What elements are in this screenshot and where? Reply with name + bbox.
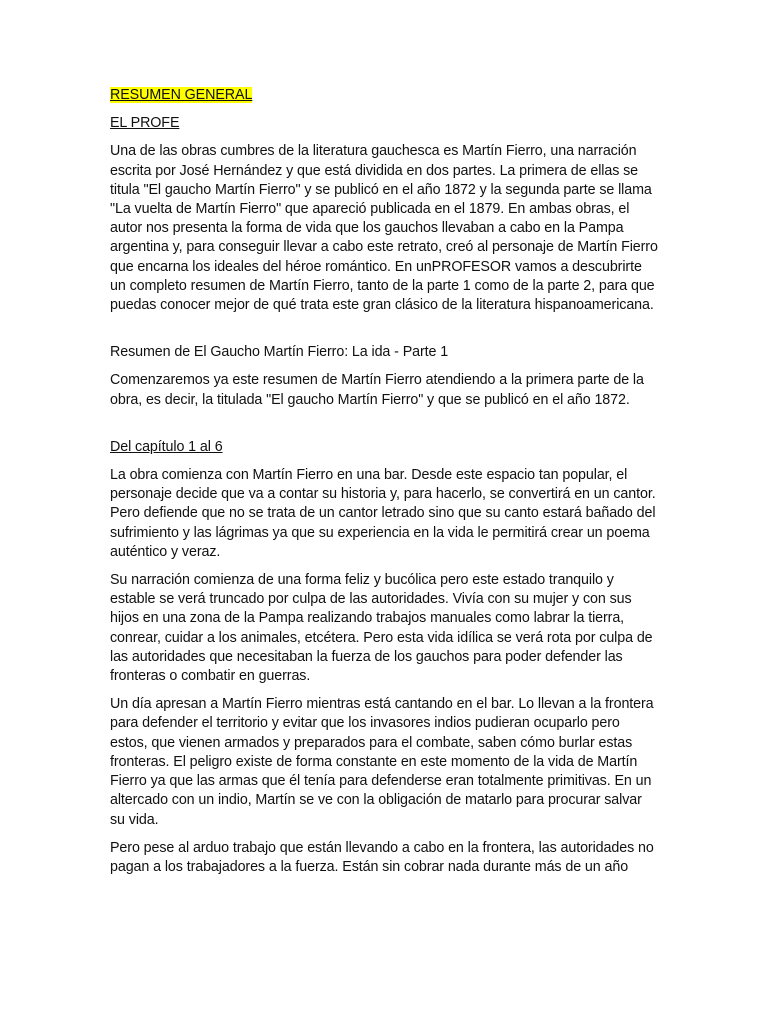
author-heading: EL PROFE	[110, 115, 180, 132]
section1-paragraph: Comenzaremos ya este resumen de Martín Fierro atendiendo a la primera parte de la obra, es decir, la titulada "El gaucho Martín Fierro" y que se publicó en el año 1872.	[110, 372, 644, 408]
document-title	[110, 86, 658, 105]
title-highlight: RESUMEN GENERAL	[110, 87, 253, 103]
spacer	[110, 324, 658, 343]
chapter-heading: Del capítulo 1 al 6	[110, 438, 223, 455]
intro-paragraph: Una de las obras cumbres de la literatura gauchesca es Martín Fierro, una narración escrita por José Hernández y que está dividida en dos partes. La primera de ellas se titula "El gaucho Martín Fierro" y se publicó en el año 1872 y la segunda parte se llama "La vuelta de Martín Fierro" que apareció publicada en el 1879. En ambas obras, el autor nos presenta la forma de vida que los gauchos llevaban a cabo en la Pampa argentina y, para conseguir llevar a cabo este retrato, creó al personaje de Martín Fierro que encarna los ideales del héroe romántico. En unPROFESOR vamos a descubrirte un completo resumen de Martín Fierro, tanto de la parte 1 como de la parte 2, para que puedas conocer mejor de qué trata este gran clásico de la literatura hispanoamericana.	[110, 143, 658, 314]
chapter-paragraph: Pero pese al arduo trabajo que están llevando a cabo en la frontera, las autoridades no pagan a los trabajadores a la fuerza. Están sin cobrar nada durante más de un año	[110, 839, 654, 875]
section1-title: Resumen de El Gaucho Martín Fierro: La ida - Parte 1	[110, 344, 449, 361]
spacer	[110, 419, 658, 438]
document-page	[110, 86, 658, 886]
chapter-paragraph: La obra comienza con Martín Fierro en una bar. Desde este espacio tan popular, el personaje decide que va a contar su historia y, para hacerlo, se convertirá en un cantor. Pero defiende que no se trata de un cantor letrado sino que su canto estará bañado del sufrimiento y las lágrimas ya que su experiencia en la vida le permitirá crear un poema auténtico y veraz.	[110, 467, 656, 560]
chapter-paragraph: Su narración comienza de una forma feliz y bucólica pero este estado tranquilo y estable se verá truncado por culpa de las autoridades. Vivía con su mujer y con sus hijos en una zona de la Pampa realizando trabajos manuales como labrar la tierra, conrear, cuidar a los animales, etcétera. Pero esta vida idílica se verá rota por culpa de las autoridades que necesitaban la fuerza de los gauchos para poder defender las fronteras o combatir en guerras.	[110, 572, 653, 685]
chapter-paragraph: Un día apresan a Martín Fierro mientras está cantando en el bar. Lo llevan a la frontera para defender el territorio y evitar que los invasores indios pudieran ocuparlo pero estos, que vienen armados y preparados para el combate, saben cómo burlar estas fronteras. El peligro existe de forma constante en este momento de la vida de Martín Fierro ya que las armas que él tenía para defenderse eran totalmente primitivas. En un altercado con un indio, Martín se ve con la obligación de matarlo para procurar salvar su vida.	[110, 696, 654, 828]
